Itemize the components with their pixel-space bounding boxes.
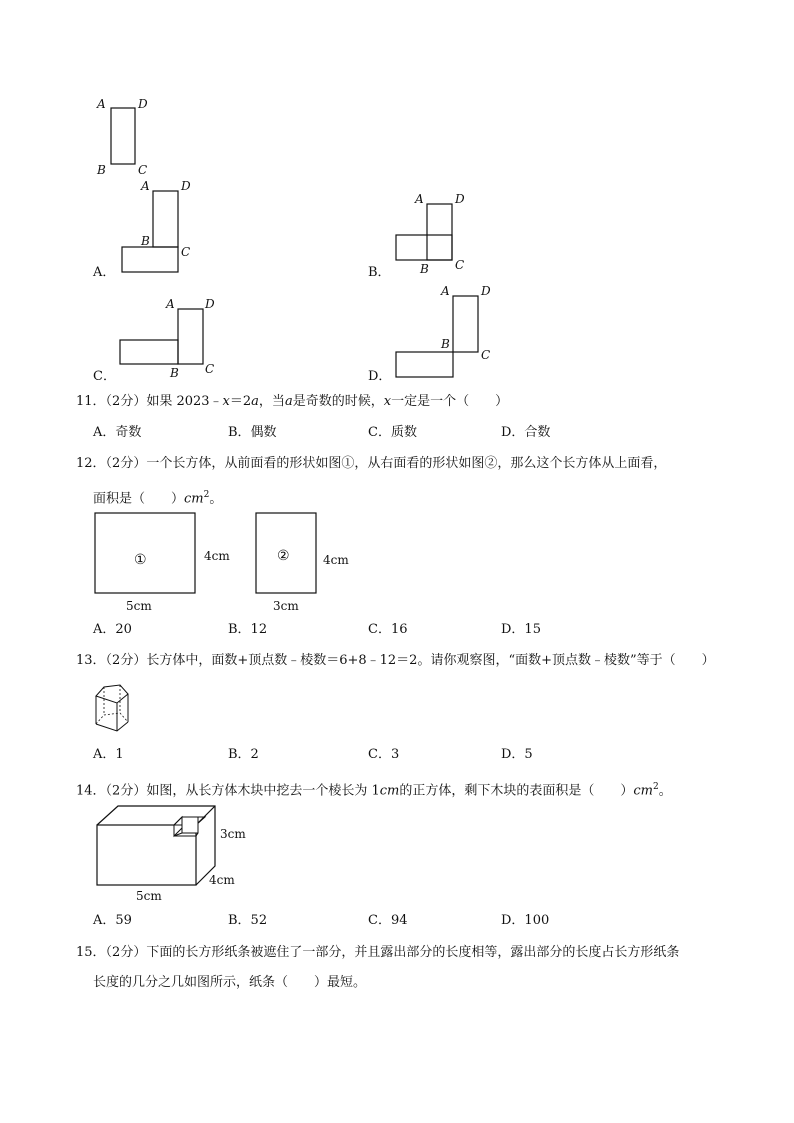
q10-option-b-label[interactable]: B． <box>368 265 391 280</box>
label-b: B <box>441 337 450 351</box>
label-c: C <box>138 163 148 177</box>
label-a: A <box>441 284 450 298</box>
q12-option-c[interactable]: C．16 <box>368 622 408 637</box>
q10-option-d-label[interactable]: D． <box>368 369 392 384</box>
label-d: D <box>205 297 215 311</box>
q14-option-d[interactable]: D．100 <box>501 913 550 928</box>
label-a: A <box>166 297 175 311</box>
label-c: C <box>205 362 215 376</box>
q11-option-a[interactable]: A．奇数 <box>93 425 142 440</box>
dim-width: 5cm <box>136 889 162 903</box>
fig2-height: 4cm <box>323 553 349 567</box>
q10-original-figure <box>95 95 165 180</box>
q10-option-a-figure <box>118 178 198 278</box>
circle-one-mark: ① <box>134 552 147 568</box>
label-c: C <box>455 258 465 272</box>
label-a: A <box>415 192 424 206</box>
q13-prism-figure <box>90 682 140 738</box>
label-c: C <box>481 348 491 362</box>
label-a: A <box>141 179 150 193</box>
q12-option-a[interactable]: A．20 <box>93 622 132 637</box>
q12-option-d[interactable]: D．15 <box>501 622 541 637</box>
q10-option-a-label[interactable]: A． <box>93 265 116 280</box>
label-b: B <box>97 163 106 177</box>
q14-option-b[interactable]: B．52 <box>228 913 268 928</box>
q10-option-c-figure <box>116 295 226 385</box>
label-c: C <box>181 245 191 259</box>
q10-option-c-label[interactable]: C． <box>93 369 116 384</box>
q13-option-d[interactable]: D．5 <box>501 747 533 762</box>
label-d: D <box>181 179 191 193</box>
q14-option-c[interactable]: C．94 <box>368 913 408 928</box>
q10-option-d-figure <box>392 283 502 383</box>
q12-figure-2 <box>255 512 365 617</box>
q11-option-b[interactable]: B．偶数 <box>228 425 277 440</box>
q14-option-a[interactable]: A．59 <box>93 913 132 928</box>
q13-option-b[interactable]: B．2 <box>228 747 259 762</box>
q12-question-line1: 12．（2分）一个长方体，从前面看的形状如图①，从右面看的形状如图②，那么这个长方体从上面看， <box>76 456 667 471</box>
label-d: D <box>481 284 491 298</box>
fig2-width: 3cm <box>273 599 299 613</box>
q13-option-c[interactable]: C．3 <box>368 747 400 762</box>
label-d: D <box>138 97 148 111</box>
q13-option-a[interactable]: A．1 <box>93 747 124 762</box>
dim-depth: 4cm <box>209 873 235 887</box>
fig1-height: 4cm <box>204 549 230 563</box>
dim-height: 3cm <box>220 827 246 841</box>
q14-question: 14．（2分）如图，从长方体木块中挖去一个棱长为 1cm的正方体，剩下木块的表面积是（ ）$cm^2$。 <box>76 782 672 799</box>
label-b: B <box>141 234 150 248</box>
label-b: B <box>170 366 179 380</box>
label-d: D <box>455 192 465 206</box>
q11-option-d[interactable]: D．合数 <box>501 425 551 440</box>
q12-option-b[interactable]: B．12 <box>228 622 268 637</box>
circle-two-mark: ② <box>277 548 290 564</box>
q11-option-c[interactable]: C．质数 <box>368 425 417 440</box>
q15-question-line2: 长度的几分之几如图所示，纸条（ ）最短。 <box>93 975 367 990</box>
label-a: A <box>97 97 106 111</box>
q11-question: 11．（2分）如果 2023﹣x＝2a，当a是奇数的时候，x一定是一个（ ） <box>76 394 509 409</box>
q10-option-b-figure <box>392 190 482 280</box>
q15-question-line1: 15．（2分）下面的长方形纸条被遮住了一部分，并且露出部分的长度相等，露出部分的长度占长方形纸条 <box>76 945 680 960</box>
q14-block-figure <box>94 804 254 904</box>
q12-question-line2: 面积是（ ）$cm^2$。 <box>93 490 223 507</box>
fig1-width: 5cm <box>126 599 152 613</box>
q13-question: 13．（2分）长方体中，面数+顶点数﹣棱数＝6+8﹣12＝2。请你观察图，“面数+顶点数﹣棱数”等于（ ） <box>76 653 715 668</box>
q12-figure-1 <box>94 512 244 617</box>
label-b: B <box>420 262 429 276</box>
